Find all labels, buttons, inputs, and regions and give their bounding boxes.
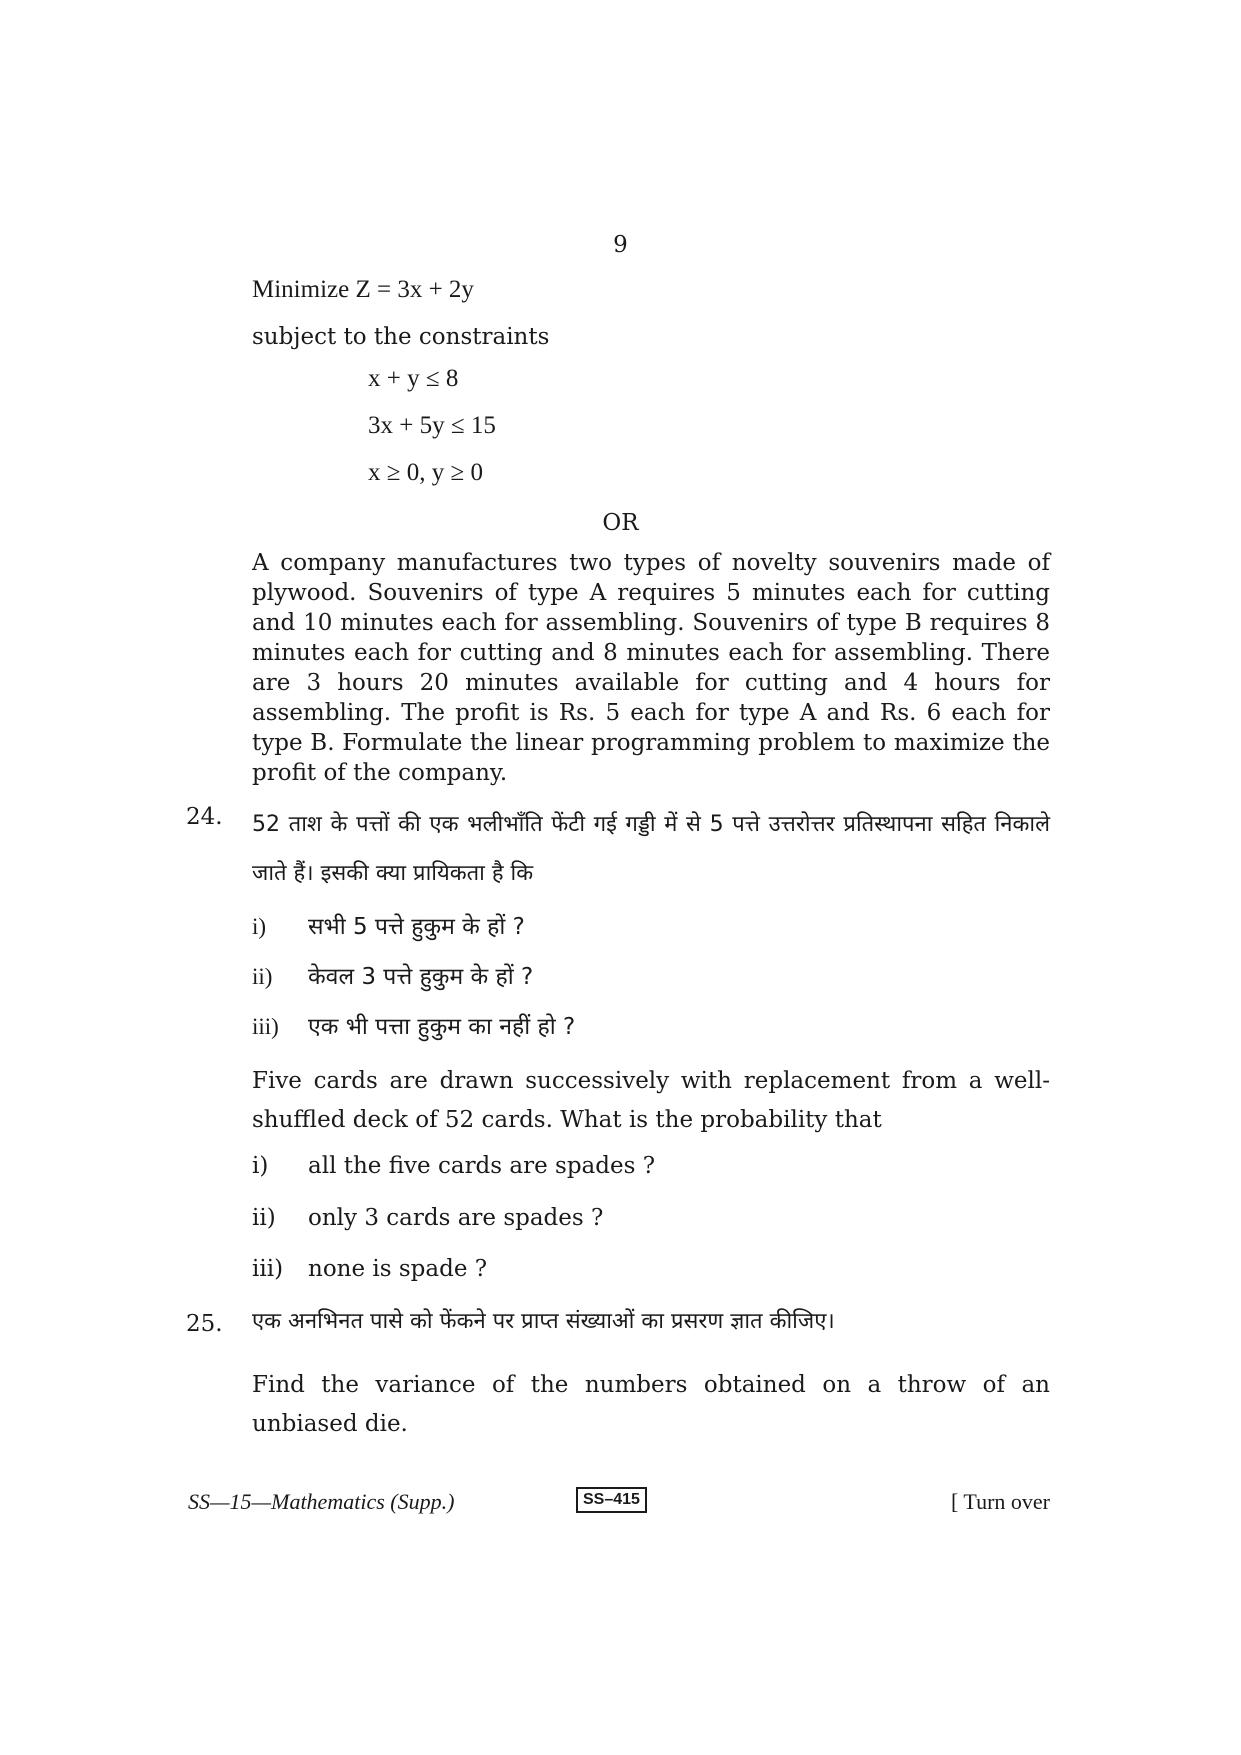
q24-english-stem: Five cards are drawn successively with replacement from a well-shuffled deck of 52 cards. What is the probability that <box>252 1068 1050 1133</box>
q24-hindi-item-3 <box>252 1012 575 1042</box>
q24-hindi-item-2 <box>252 962 533 992</box>
item-roman: iii) <box>252 1014 279 1039</box>
lp-objective: Minimize Z = 3x + 2y <box>252 276 474 303</box>
footer-paper-code: SS–415 <box>576 1487 647 1513</box>
page-number: 9 <box>613 232 628 258</box>
q24-english-item-2 <box>252 1203 603 1233</box>
q24-hindi-stem: 52 ताश के पत्तों की एक भलीभाँति फेंटी गई गड्डी में से 5 पत्ते उत्तरोत्तर प्रतिस्थापना सहित निकाले जाते हैं। इसकी क्या प्रायिकता है कि <box>252 812 1050 886</box>
item-text: केवल 3 पत्ते हुकुम के हों ? <box>308 964 534 990</box>
lp-constraint-3: x ≥ 0, y ≥ 0 <box>368 459 483 486</box>
item-roman: ii) <box>252 964 273 989</box>
lp-subject-line: subject to the constraints <box>252 324 550 350</box>
or-label: OR <box>602 510 639 536</box>
item-text: none is spade ? <box>308 1256 488 1282</box>
q25-english-text: Find the variance of the numbers obtained on a throw of an unbiased die. <box>252 1372 1050 1437</box>
item-text: all the five cards are spades ? <box>308 1153 656 1179</box>
q24-hindi-item-1 <box>252 912 525 942</box>
footer-turn-over: [ Turn over <box>950 1489 1050 1514</box>
q24-english-item-1 <box>252 1151 655 1181</box>
item-text: एक भी पत्ता हुकुम का नहीं हो ? <box>308 1014 576 1040</box>
lp-constraint-1: x + y ≤ 8 <box>368 365 459 392</box>
lp-alternative-paragraph: A company manufactures two types of novelty souvenirs made of plywood. Souvenirs of type A requires 5 minutes each for cutting and 10 minutes each for assembling. Souvenirs of type B requires 8 minutes each for cutting and 8 minutes each for assembling. There are 3 hours 20 minutes available for cutting and 4 hours for assembling. The profit is Rs. 5 each for type A and Rs. 6 each for type B. Formulate the linear programming problem to maximize the profit of the company. <box>252 550 1050 786</box>
item-text: सभी 5 पत्ते हुकुम के हों ? <box>308 914 525 940</box>
question-number-24: 24. <box>186 804 223 830</box>
question-number-25: 25. <box>186 1311 223 1337</box>
q25-hindi-text: एक अनभिनत पासे को फेंकने पर प्राप्त संख्याओं का प्रसरण ज्ञात कीजिए। <box>252 1309 835 1334</box>
q24-english-item-3 <box>252 1254 487 1284</box>
item-roman: i) <box>252 1153 269 1179</box>
lp-constraint-2: 3x + 5y ≤ 15 <box>368 412 496 439</box>
footer-paper-title: SS—15—Mathematics (Supp.) <box>188 1489 455 1514</box>
item-roman: i) <box>252 914 267 939</box>
item-roman: iii) <box>252 1256 284 1282</box>
item-text: only 3 cards are spades ? <box>308 1205 604 1231</box>
item-roman: ii) <box>252 1205 276 1231</box>
